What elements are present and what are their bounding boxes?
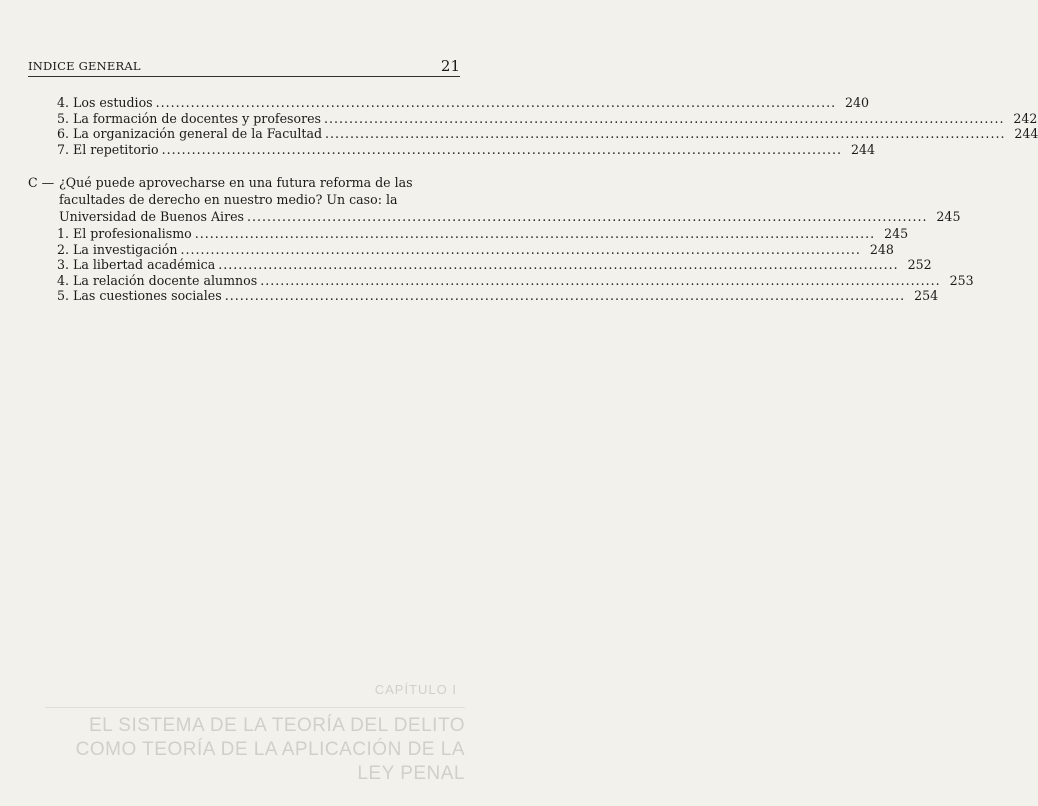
entry-title: La relación docente alumnos: [73, 272, 258, 288]
toc-entry: [28, 126, 1038, 142]
entry-number: 5.: [57, 110, 70, 126]
show-through-text: [45, 682, 465, 786]
entry-page: 244: [1014, 126, 1038, 141]
header-title: INDICE GENERAL: [28, 59, 141, 73]
entry-number: 6.: [57, 126, 70, 141]
toc-entry: [28, 272, 974, 289]
toc-list-bottom: [28, 226, 974, 304]
toc-entry: [28, 226, 909, 242]
entry-number: 5.: [57, 288, 70, 303]
toc-list-top: [28, 95, 1038, 157]
toc-entry: [28, 241, 894, 258]
toc-entry: [28, 257, 932, 273]
entry-page: 245: [884, 226, 909, 241]
entry-number: 2.: [57, 241, 70, 257]
entry-page: 242: [1013, 110, 1038, 126]
entry-number: 7.: [57, 141, 70, 157]
entry-page: 254: [914, 288, 939, 303]
dot-leader: [218, 257, 898, 272]
entry-title: La organización general de la Facultad: [73, 126, 323, 141]
entry-number: 1.: [57, 226, 70, 241]
show-through-line: COMO TEORÍA DE LA APLICACIÓN DE LA LEY PENAL: [75, 739, 465, 784]
dot-leader: [180, 242, 860, 257]
toc-entry: [28, 95, 870, 111]
page-number: 21: [440, 57, 460, 75]
section-c-heading: [28, 174, 961, 225]
dot-leader: [324, 111, 1004, 126]
entry-page: 252: [907, 257, 932, 272]
toc-entry: [28, 288, 939, 304]
entry-title: El repetitorio: [73, 141, 159, 157]
entry-page: 253: [949, 272, 974, 288]
entry-title: La formación de docentes y profesores: [73, 110, 322, 126]
section-title-line: Universidad de Buenos Aires: [59, 209, 245, 224]
entry-title: Las cuestiones sociales: [73, 288, 222, 303]
section-title-line: ¿Qué puede aprovecharse en una futura reforma de las: [59, 175, 413, 190]
entry-title: La investigación: [73, 241, 178, 257]
entry-number: 3.: [57, 257, 70, 272]
dot-leader: [225, 288, 905, 303]
entry-page: 244: [850, 141, 876, 157]
entry-title: La libertad académica: [73, 257, 216, 272]
show-through-line: EL SISTEMA DE LA TEORÍA DEL DELITO: [88, 715, 465, 736]
entry-title: Los estudios: [73, 95, 153, 110]
section-letter: C —: [28, 175, 55, 190]
dot-leader: [156, 95, 836, 110]
entry-title: El profesionalismo: [73, 226, 192, 241]
toc-entry: [28, 110, 1038, 127]
section-title-line: facultades de derecho en nuestro medio? Un caso: la: [59, 192, 398, 207]
dot-leader: [247, 208, 927, 225]
entry-page: 248: [869, 241, 894, 257]
running-header: [28, 54, 460, 77]
dot-leader: [195, 226, 875, 241]
dot-leader: [325, 126, 1005, 141]
entry-page: 240: [845, 95, 870, 110]
dot-leader: [162, 142, 842, 157]
entry-number: 4.: [57, 95, 70, 110]
section-page: 245: [936, 209, 961, 224]
entry-number: 4.: [57, 272, 70, 288]
show-through-rule: [45, 707, 465, 708]
show-through-chapter: CAPÍTULO I: [374, 682, 457, 697]
toc-entry: [28, 141, 876, 158]
dot-leader: [260, 273, 940, 288]
